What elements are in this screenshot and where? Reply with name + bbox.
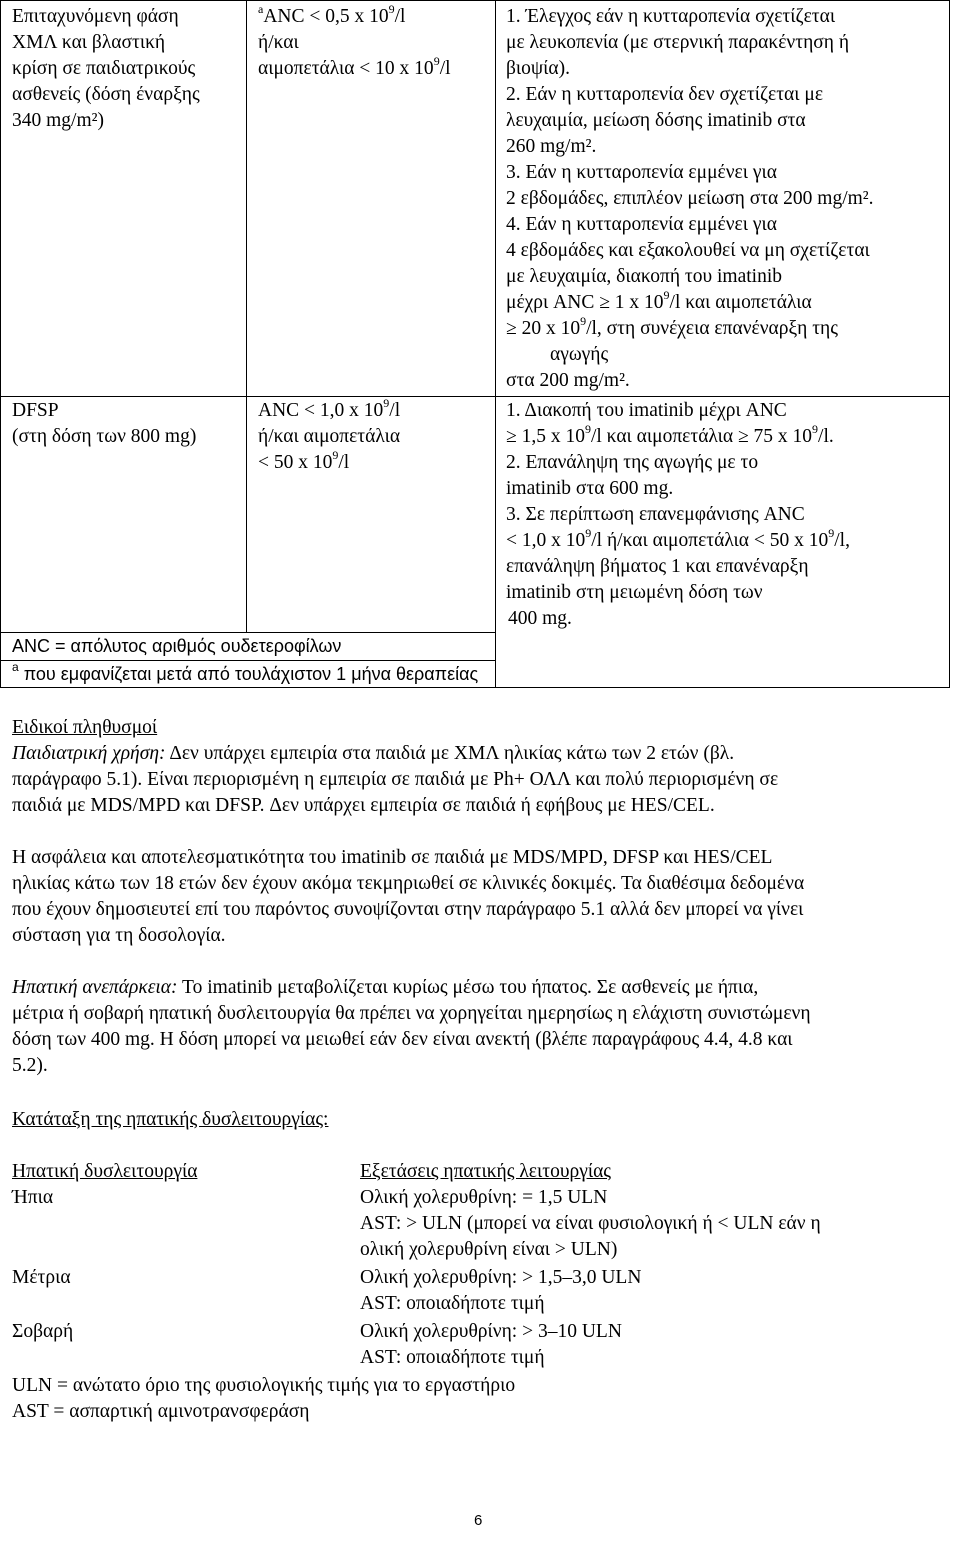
cell-text: 400 mg. (508, 608, 572, 629)
greater-equal-icon: ≥ (506, 426, 517, 447)
cell-text: αιμοπετάλια < 10 x $10^9/l$ (258, 53, 451, 79)
cell-text: 1. Έλεγχος εάν η κυτταροπενία σχετίζεται (506, 6, 836, 27)
cell-text: imatinib στα 600 mg. (506, 478, 674, 499)
cell-text: κρίση σε παιδιατρικούς (12, 58, 196, 79)
cell-text: (στη δόση των 800 mg) (12, 426, 197, 447)
cell-text: DFSP (12, 400, 59, 421)
paragraph-hepatic (12, 975, 811, 1079)
cell-text: αγωγής (550, 344, 609, 365)
greater-equal-icon: ≥ (737, 426, 749, 447)
cell-text: < 50 x $10^9/l$ (258, 447, 350, 473)
paragraph-line: σύσταση για τη δοσολογία. (12, 925, 226, 946)
cell-text: $^a$ANC < 0,5 x $10^9/l$ (258, 1, 406, 27)
paragraph-pediatric (12, 741, 778, 819)
cell-text: Ολική χολερυθρίνη: > 1,5–3,0 ULN (360, 1267, 642, 1288)
cell-text: < 1,0 x $10^9/l$ ή/και αιμοπετάλια < 50 x $10^9/l$, (506, 525, 850, 551)
cell-text: ANC < 1,0 x $10^9/l$ (258, 395, 401, 421)
cell-text: μέχρι ANC ≥ 1 x $10^9/l$ και αιμοπετάλια (506, 287, 812, 313)
footnote: AST = ασπαρτική αμινοτρανσφεράση (12, 1401, 310, 1422)
hepatic-label: Ηπατική ανεπάρκεια: (12, 977, 178, 998)
cell-text: επανάληψη βήματος 1 και επανέναρξη (506, 556, 809, 577)
cell-text: 3. Σε περίπτωση επανεμφάνισης ANC (506, 504, 805, 525)
footnote: ULN = ανώτατο όριο της φυσιολογικής τιμής για το εργαστήριο (12, 1375, 516, 1396)
phase-cell-cml (12, 4, 200, 134)
cell-text: Ολική χολερυθρίνη: > 3–10 ULN (360, 1321, 622, 1342)
paragraph-line: ηλικίας κάτω των 18 ετών δεν έχουν ακόμα τεκμηριωθεί σε κλινικές δοκιμές. Τα διαθέσιμα δεδομένα (12, 873, 805, 894)
cell-text: 3. Εάν η κυτταροπενία εμμένει για (506, 162, 777, 183)
paragraph-line: παιδιά με MDS/MPD και DFSP. Δεν υπάρχει εμπειρία σε παιδιά ή εφήβους με HES/CEL. (12, 795, 715, 816)
cell-text: AST: > ULN (μπορεί να είναι φυσιολογική ή < ULN εάν η (360, 1213, 821, 1234)
hepatic-grade-moderate: Μέτρια (12, 1267, 71, 1288)
threshold-cell-dfsp (258, 395, 401, 476)
cell-text: 2 εβδομάδες, επιπλέον μείωση στα 200 mg/m². (506, 188, 874, 209)
cell-text: 1. Διακοπή του imatinib μέχρι ANC (506, 400, 787, 421)
cell-text: 260 mg/m². (506, 136, 597, 157)
cell-text: imatinib στη μειωμένη δόση των (506, 582, 763, 603)
paragraph-line: Η ασφάλεια και αποτελεσματικότητα του imatinib σε παιδιά με MDS/MPD, DFSP και HES/CEL (12, 847, 773, 868)
cell-text: ΧΜΛ και βλαστική (12, 32, 166, 53)
paragraph-line: Ηπατική ανεπάρκεια: Το imatinib μεταβολίζεται κυρίως μέσω του ήπατος. Σε ασθενείς με ήπια, (12, 977, 759, 998)
hepatic-header-grade: Ηπατική δυσλειτουργία (12, 1161, 198, 1182)
cell-text: ή/και αιμοπετάλια (258, 426, 401, 447)
cell-text: ασθενείς (δόση έναρξης (12, 84, 200, 105)
cell-text: με λευκοπενία (με στερνική παρακέντηση ή (506, 32, 850, 53)
classification-heading: Κατάταξη της ηπατικής δυσλειτουργίας: (12, 1109, 329, 1130)
cell-text: Ολική χολερυθρίνη: = 1,5 ULN (360, 1187, 608, 1208)
cell-text: Επιταχυνόμενη φάση (12, 6, 179, 27)
cell-text: 4. Εάν η κυτταροπενία εμμένει για (506, 214, 777, 235)
page-number: 6 (474, 1512, 483, 1529)
table-divider (495, 0, 496, 688)
cell-text: 340 mg/m²) (12, 110, 104, 131)
cell-text: AST: οποιαδήποτε τιμή (360, 1347, 545, 1368)
action-cell-cml (506, 4, 874, 394)
hepatic-tests-mild (360, 1185, 821, 1263)
section-heading-special-populations: Ειδικοί πληθυσμοί (12, 717, 158, 738)
phase-cell-dfsp (12, 398, 196, 450)
greater-equal-icon: ≥ (506, 318, 517, 339)
cell-text: στα 200 mg/m². (506, 370, 630, 391)
paragraph-line: παράγραφο 5.1). Είναι περιορισμένη η εμπειρία σε παιδιά με Ph+ ΟΛΛ και πολύ περιορισμένη σε (12, 769, 779, 790)
paragraph-line: δόση των 400 mg. Η δόση μπορεί να μειωθεί εάν δεν είναι ανεκτή (βλέπε παραγράφους 4.4, 4.8 και (12, 1029, 793, 1050)
hepatic-footnotes (12, 1373, 515, 1425)
greater-equal-icon: ≥ (599, 292, 610, 313)
cell-text: βιοψία). (506, 58, 570, 79)
hepatic-grade-mild: Ήπια (12, 1187, 54, 1208)
paragraph-safety (12, 845, 804, 949)
cell-text: ή/και (258, 32, 299, 53)
cell-text: 4 εβδομάδες και εξακολουθεί να μη σχετίζεται (506, 240, 870, 261)
paragraph-line: μέτρια ή σοβαρή ηπατική δυσλειτουργία θα πρέπει να χορηγείται ημερησίως η ελάχιστη συνιστώμενη (12, 1003, 811, 1024)
cell-text: AST: οποιαδήποτε τιμή (360, 1293, 545, 1314)
cell-text: 2. Εάν η κυτταροπενία δεν σχετίζεται με (506, 84, 824, 105)
table-divider (246, 0, 247, 632)
pediatric-label: Παιδιατρική χρήση: (12, 743, 166, 764)
cell-text: με λευχαιμία, διακοπή του imatinib (506, 266, 782, 287)
paragraph-line: 5.2). (12, 1055, 48, 1076)
paragraph-line: που έχουν δημοσιευτεί επί του παρόντος συνοψίζονται στην παράγραφο 5.1 αλλά δεν μπορεί να γίνει (12, 899, 804, 920)
cell-text: ≥ 20 x $10^9/l$, στη συνέχεια επανέναρξη της (506, 313, 838, 339)
hepatic-tests-moderate (360, 1265, 641, 1317)
hepatic-grade-severe: Σοβαρή (12, 1321, 74, 1342)
hepatic-header-tests: Εξετάσεις ηπατικής λειτουργίας (360, 1161, 612, 1182)
table-footnote-anc: ANC = απόλυτος αριθμός ουδετεροφίλων (12, 636, 342, 656)
cell-text: 2. Επανάληψη της αγωγής με το (506, 452, 759, 473)
action-cell-dfsp (506, 398, 850, 632)
threshold-cell-cml (258, 1, 451, 82)
table-divider (0, 396, 950, 397)
table-footnote-a: $^a$ που εμφανίζεται μετά από τουλάχιστον 1 μήνα θεραπείας (12, 660, 479, 684)
paragraph-line: Παιδιατρική χρήση: Δεν υπάρχει εμπειρία στα παιδιά με ΧΜΛ ηλικίας κάτω των 2 ετών (βλ. (12, 743, 735, 764)
cell-text: ολική χολερυθρίνη είναι > ULN) (360, 1239, 618, 1260)
cell-text: ≥ 1,5 x $10^9/l$ και αιμοπετάλια ≥ 75 x $10^9/l$. (506, 421, 834, 447)
cell-text: λευχαιμία, μείωση δόσης imatinib στα (506, 110, 806, 131)
hepatic-tests-severe (360, 1319, 622, 1371)
